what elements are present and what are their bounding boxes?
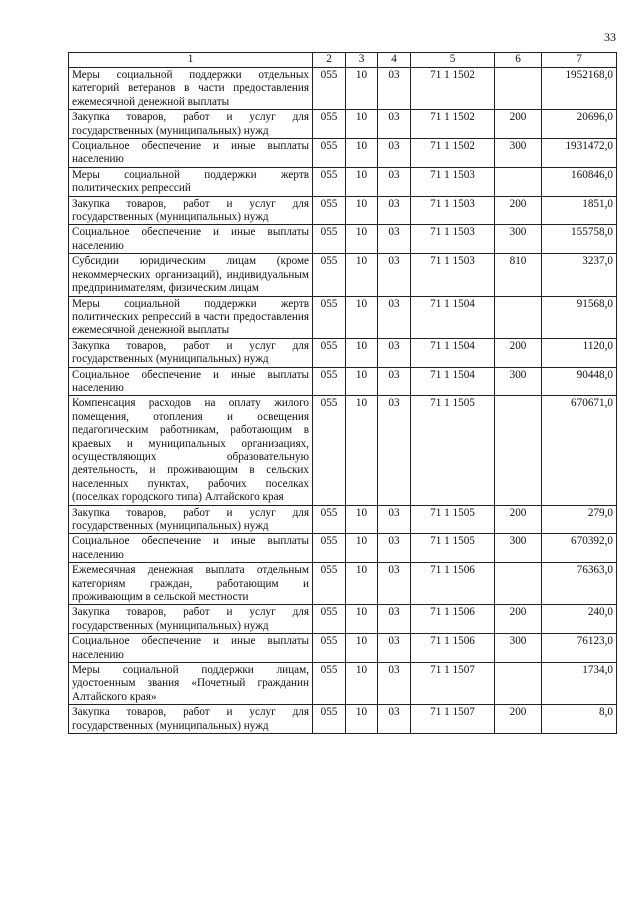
table-row: [69, 296, 617, 338]
subsection-cell: 03: [378, 254, 411, 296]
amount-cell: 91568,0: [542, 296, 617, 338]
type-cell: 200: [495, 605, 542, 634]
table-row: [69, 110, 617, 139]
header-row: [69, 53, 617, 68]
target-cell: 71 1 1503: [411, 225, 495, 254]
column-header: 5: [411, 53, 495, 68]
code-cell: 055: [313, 505, 346, 534]
table-row: [69, 196, 617, 225]
section-cell: 10: [346, 254, 378, 296]
table-row: [69, 139, 617, 168]
type-cell: 300: [495, 139, 542, 168]
target-cell: 71 1 1506: [411, 605, 495, 634]
target-cell: 71 1 1505: [411, 505, 495, 534]
amount-cell: 76123,0: [542, 634, 617, 663]
subsection-cell: 03: [378, 338, 411, 367]
table-row: [69, 225, 617, 254]
section-cell: 10: [346, 505, 378, 534]
type-cell: 200: [495, 705, 542, 734]
code-cell: 055: [313, 139, 346, 168]
table-row: [69, 254, 617, 296]
amount-cell: 76363,0: [542, 563, 617, 605]
column-header: 6: [495, 53, 542, 68]
section-cell: 10: [346, 367, 378, 396]
code-cell: 055: [313, 225, 346, 254]
row-name-cell: Социальное обеспечение и иные выплаты населению: [69, 367, 313, 396]
target-cell: 71 1 1502: [411, 68, 495, 110]
target-cell: 71 1 1507: [411, 663, 495, 705]
subsection-cell: 03: [378, 196, 411, 225]
target-cell: 71 1 1505: [411, 396, 495, 505]
subsection-cell: 03: [378, 225, 411, 254]
row-name-cell: Социальное обеспечение и иные выплаты населению: [69, 534, 313, 563]
code-cell: 055: [313, 110, 346, 139]
amount-cell: 1952168,0: [542, 68, 617, 110]
section-cell: 10: [346, 634, 378, 663]
code-cell: 055: [313, 563, 346, 605]
amount-cell: 155758,0: [542, 225, 617, 254]
code-cell: 055: [313, 396, 346, 505]
section-cell: 10: [346, 396, 378, 505]
subsection-cell: 03: [378, 605, 411, 634]
table-row: [69, 68, 617, 110]
target-cell: 71 1 1503: [411, 254, 495, 296]
code-cell: 055: [313, 534, 346, 563]
type-cell: 300: [495, 225, 542, 254]
subsection-cell: 03: [378, 367, 411, 396]
column-header: 7: [542, 53, 617, 68]
target-cell: 71 1 1504: [411, 367, 495, 396]
budget-table: [68, 52, 617, 734]
subsection-cell: 03: [378, 110, 411, 139]
column-header: 3: [346, 53, 378, 68]
code-cell: 055: [313, 367, 346, 396]
amount-cell: 1120,0: [542, 338, 617, 367]
amount-cell: 240,0: [542, 605, 617, 634]
type-cell: 810: [495, 254, 542, 296]
code-cell: 055: [313, 196, 346, 225]
table-row: [69, 367, 617, 396]
target-cell: 71 1 1503: [411, 196, 495, 225]
amount-cell: 3237,0: [542, 254, 617, 296]
amount-cell: 20696,0: [542, 110, 617, 139]
table-row: [69, 663, 617, 705]
section-cell: 10: [346, 110, 378, 139]
target-cell: 71 1 1502: [411, 110, 495, 139]
page-number: 33: [604, 30, 616, 44]
type-cell: [495, 167, 542, 196]
subsection-cell: 03: [378, 563, 411, 605]
table-row: [69, 396, 617, 505]
type-cell: [495, 396, 542, 505]
type-cell: [495, 563, 542, 605]
subsection-cell: 03: [378, 663, 411, 705]
subsection-cell: 03: [378, 534, 411, 563]
column-header: 1: [69, 53, 313, 68]
amount-cell: 670392,0: [542, 534, 617, 563]
code-cell: 055: [313, 605, 346, 634]
section-cell: 10: [346, 139, 378, 168]
subsection-cell: 03: [378, 167, 411, 196]
code-cell: 055: [313, 663, 346, 705]
target-cell: 71 1 1502: [411, 139, 495, 168]
target-cell: 71 1 1504: [411, 338, 495, 367]
type-cell: 300: [495, 634, 542, 663]
section-cell: 10: [346, 705, 378, 734]
row-name-cell: Закупка товаров, работ и услуг для государственных (муниципальных) нужд: [69, 338, 313, 367]
section-cell: 10: [346, 338, 378, 367]
table-row: [69, 338, 617, 367]
amount-cell: 1931472,0: [542, 139, 617, 168]
table-row: [69, 605, 617, 634]
column-header: 4: [378, 53, 411, 68]
row-name-cell: Закупка товаров, работ и услуг для государственных (муниципальных) нужд: [69, 605, 313, 634]
section-cell: 10: [346, 167, 378, 196]
target-cell: 71 1 1506: [411, 634, 495, 663]
subsection-cell: 03: [378, 396, 411, 505]
code-cell: 055: [313, 296, 346, 338]
row-name-cell: Социальное обеспечение и иные выплаты населению: [69, 139, 313, 168]
row-name-cell: Социальное обеспечение и иные выплаты населению: [69, 225, 313, 254]
section-cell: 10: [346, 663, 378, 705]
row-name-cell: Закупка товаров, работ и услуг для государственных (муниципальных) нужд: [69, 705, 313, 734]
type-cell: [495, 68, 542, 110]
row-name-cell: Компенсация расходов на оплату жилого помещения, отопления и освещения педагогическим работникам, работающим в краевых и муниципальных организациях, осуществляющих образовательную деятельность, и проживающим в сельских населенных пунктах, рабочих поселках (поселках городского типа) Алтайского края: [69, 396, 313, 505]
target-cell: 71 1 1504: [411, 296, 495, 338]
code-cell: 055: [313, 68, 346, 110]
section-cell: 10: [346, 196, 378, 225]
amount-cell: 279,0: [542, 505, 617, 534]
row-name-cell: Меры социальной поддержки жертв политических репрессий: [69, 167, 313, 196]
code-cell: 055: [313, 254, 346, 296]
section-cell: 10: [346, 296, 378, 338]
target-cell: 71 1 1507: [411, 705, 495, 734]
table-row: [69, 563, 617, 605]
row-name-cell: Меры социальной поддержки лицам, удостоенным звания «Почетный гражданин Алтайского края»: [69, 663, 313, 705]
row-name-cell: Закупка товаров, работ и услуг для государственных (муниципальных) нужд: [69, 110, 313, 139]
table-row: [69, 505, 617, 534]
type-cell: 200: [495, 110, 542, 139]
type-cell: 200: [495, 505, 542, 534]
target-cell: 71 1 1505: [411, 534, 495, 563]
row-name-cell: Субсидии юридическим лицам (кроме некоммерческих организаций), индивидуальным предпринимателям, физическим лицам: [69, 254, 313, 296]
code-cell: 055: [313, 338, 346, 367]
amount-cell: 90448,0: [542, 367, 617, 396]
subsection-cell: 03: [378, 296, 411, 338]
table-row: [69, 634, 617, 663]
amount-cell: 160846,0: [542, 167, 617, 196]
row-name-cell: Ежемесячная денежная выплата отдельным категориям граждан, работающим и проживающим в сельской местности: [69, 563, 313, 605]
subsection-cell: 03: [378, 634, 411, 663]
subsection-cell: 03: [378, 705, 411, 734]
code-cell: 055: [313, 634, 346, 663]
section-cell: 10: [346, 563, 378, 605]
row-name-cell: Меры социальной поддержки жертв политических репрессий в части предоставления ежемесячной денежной выплаты: [69, 296, 313, 338]
amount-cell: 1734,0: [542, 663, 617, 705]
section-cell: 10: [346, 68, 378, 110]
table-row: [69, 705, 617, 734]
type-cell: 200: [495, 196, 542, 225]
amount-cell: 670671,0: [542, 396, 617, 505]
section-cell: 10: [346, 225, 378, 254]
subsection-cell: 03: [378, 505, 411, 534]
type-cell: [495, 296, 542, 338]
type-cell: 200: [495, 338, 542, 367]
code-cell: 055: [313, 167, 346, 196]
table-row: [69, 534, 617, 563]
subsection-cell: 03: [378, 68, 411, 110]
code-cell: 055: [313, 705, 346, 734]
section-cell: 10: [346, 605, 378, 634]
column-header: 2: [313, 53, 346, 68]
row-name-cell: Закупка товаров, работ и услуг для государственных (муниципальных) нужд: [69, 505, 313, 534]
row-name-cell: Закупка товаров, работ и услуг для государственных (муниципальных) нужд: [69, 196, 313, 225]
target-cell: 71 1 1503: [411, 167, 495, 196]
table-row: [69, 167, 617, 196]
row-name-cell: Социальное обеспечение и иные выплаты населению: [69, 634, 313, 663]
type-cell: 300: [495, 534, 542, 563]
section-cell: 10: [346, 534, 378, 563]
target-cell: 71 1 1506: [411, 563, 495, 605]
amount-cell: 1851,0: [542, 196, 617, 225]
type-cell: 300: [495, 367, 542, 396]
amount-cell: 8,0: [542, 705, 617, 734]
row-name-cell: Меры социальной поддержки отдельных категорий ветеранов в части предоставления ежемесячной денежной выплаты: [69, 68, 313, 110]
subsection-cell: 03: [378, 139, 411, 168]
type-cell: [495, 663, 542, 705]
